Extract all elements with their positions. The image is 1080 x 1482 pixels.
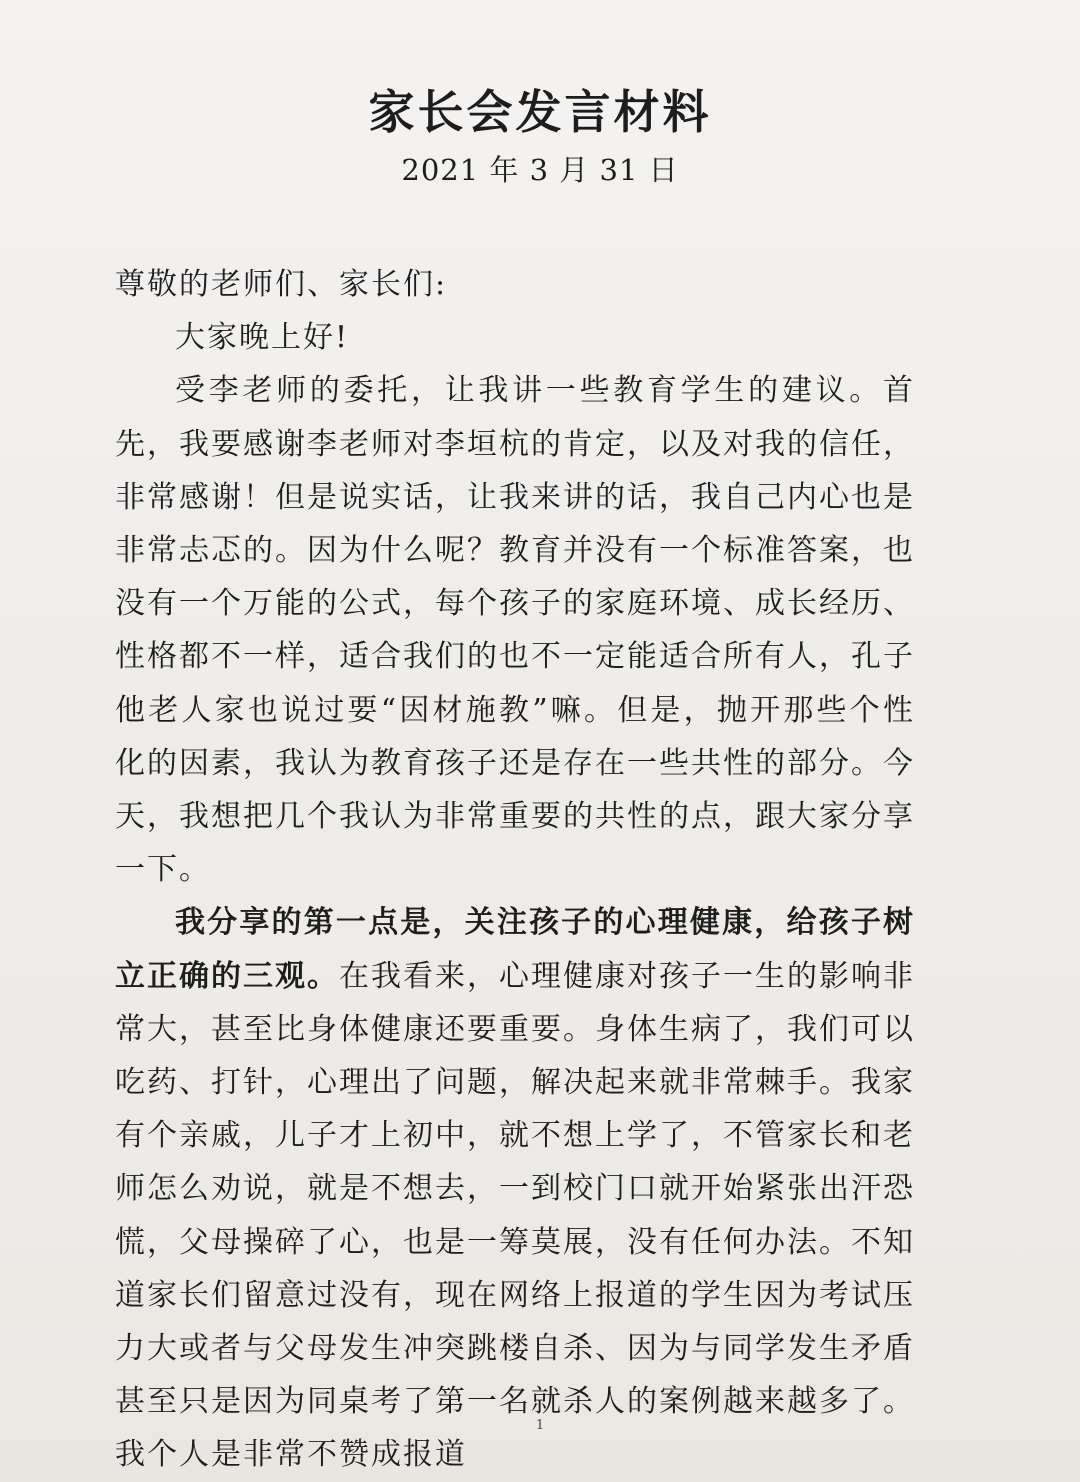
page-number: 1	[535, 1418, 545, 1433]
salutation: 尊敬的老师们、家长们:	[115, 267, 448, 302]
first-point-heading: 我分享的第一点是，关注孩子的心理健康，给孩子树立正确的三观。	[115, 905, 915, 994]
paragraph-first-point	[115, 896, 915, 1481]
paragraph-intro: 受李老师的委托，让我讲一些教育学生的建议。首先，我要感谢李老师对李垣杭的肯定，以及对我的信任，非常感谢！但是说实话，让我来讲的话，我自己内心也是非常忐忑的。因为什么呢？教育并没有一个标准答案，也没有一个万能的公式，每个孩子的家庭环境、成长经历、性格都不一样，适合我们的也不一定能适合所有人，孔子他老人家也说过要“因材施教”嘛。但是，抛开那些个性化的因素，我认为教育孩子还是存在一些共性的部分。今天，我想把几个我认为非常重要的共性的点，跟大家分享一下。	[115, 373, 915, 888]
first-point-text: 在我看来，心理健康对孩子一生的影响非常大，甚至比身体健康还要重要。身体生病了，我们可以吃药、打针，心理出了问题，解决起来就非常棘手。我家有个亲戚，儿子才上初中，就不想上学了，不管家长和老师怎么劝说，就是不想去，一到校门口就开始紧张出汗恐慌，父母操碎了心，也是一筹莫展，没有任何办法。不知道家长们留意过没有，现在网络上报道的学生因为考试压力大或者与父母发生冲突跳楼自杀、因为与同学发生矛盾甚至只是因为同桌考了第一名就杀人的案例越来越多了。我个人是非常不赞成报道	[115, 958, 915, 1473]
document-date: 2021 年 3 月 31 日	[401, 153, 679, 187]
greeting: 大家晚上好!	[175, 320, 350, 356]
document-body	[115, 258, 915, 1482]
document-title: 家长会发言材料	[368, 85, 712, 139]
